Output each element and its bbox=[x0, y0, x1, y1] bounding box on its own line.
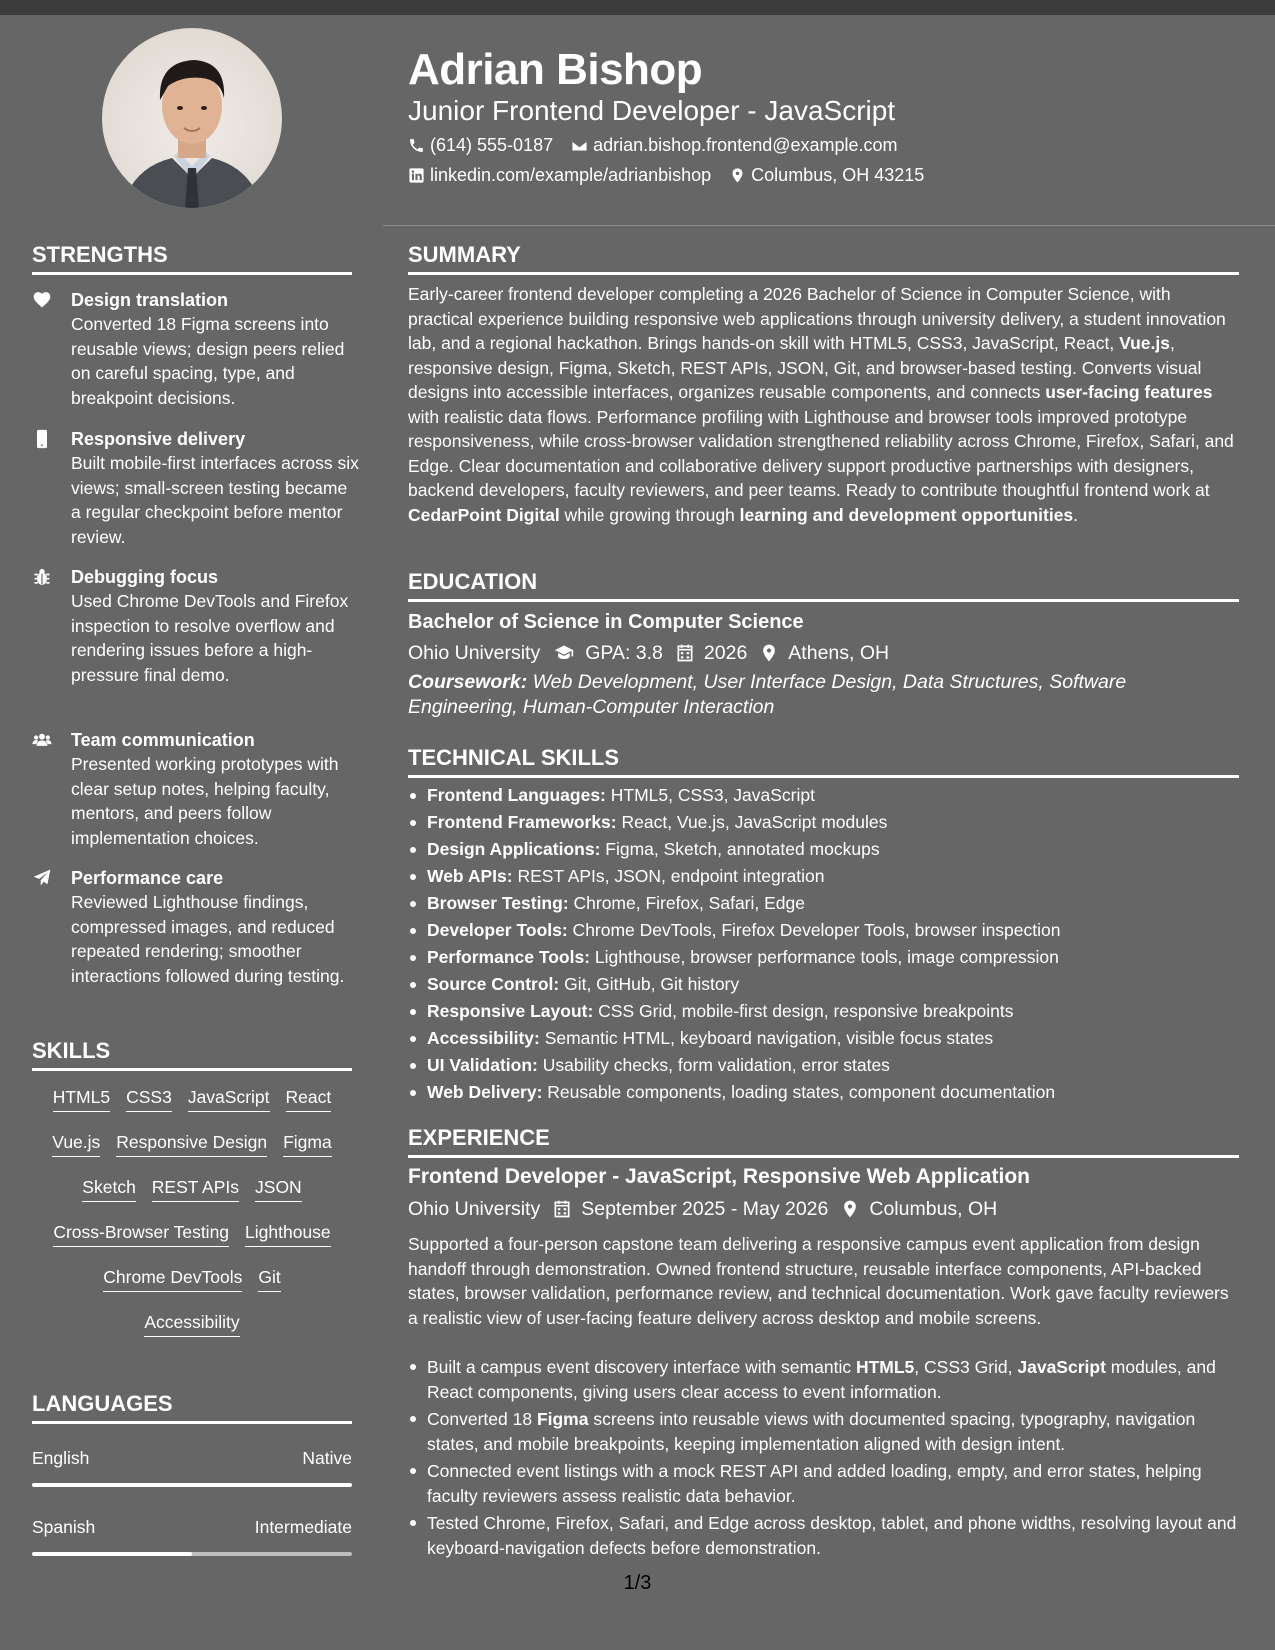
bug-icon bbox=[32, 567, 52, 587]
graduation-year: 2026 bbox=[703, 642, 748, 664]
job-dates: September 2025 - May 2026 bbox=[581, 1198, 829, 1220]
users-icon bbox=[32, 730, 52, 750]
strength-title: Design translation bbox=[71, 290, 229, 310]
phone-text: (614) 555-0187 bbox=[430, 135, 554, 155]
skill-chip: Sketch bbox=[82, 1175, 136, 1202]
list-item: Frontend Languages: HTML5, CSS3, JavaScript bbox=[408, 782, 1238, 809]
summary-text: Early-career frontend developer completing a 2026 Bachelor of Science in Computer Science, with practical experience building responsive web applications through university delivery, a student innovation lab, and a regional hackathon. Brings hands-on skill with HTML5, CSS3, JavaScript, React, Vue.js, responsive design, Figma, Sketch, REST APIs, JSON, Git, and browser-based testing. Converts visual designs into accessible interfaces, organizes reusable components, and connects user-facing features with realistic data flows. Performance profiling with Lighthouse and browser tools improved prototype responsiveness, while cross-browser validation strengthened reliability across Chrome, Firefox, Safari, and Edge. Clear documentation and collaborative delivery support productive partnerships with designers, backend developers, faculty reviewers, and peer teams. Ready to contribute thoughtful frontend work at CedarPoint Digital while growing through learning and development opportunities. bbox=[408, 284, 1234, 525]
list-item: Web Delivery: Reusable components, loading states, component documentation bbox=[408, 1079, 1238, 1106]
skill-chip: Figma bbox=[283, 1130, 332, 1157]
strength-text: Used Chrome DevTools and Firefox inspection to resolve overflow and rendering issues before a high-pressure final demo. bbox=[71, 591, 349, 685]
skill-chip: Git bbox=[258, 1265, 280, 1292]
skills-rule bbox=[32, 1068, 352, 1071]
skill-chip: Vue.js bbox=[52, 1130, 100, 1157]
skills-row bbox=[32, 1220, 352, 1265]
strength-text: Built mobile-first interfaces across six views; small-screen testing became a regular checkpoint before mentor review. bbox=[71, 453, 359, 547]
email-contact[interactable] bbox=[571, 133, 897, 157]
strength-title: Team communication bbox=[71, 730, 255, 750]
mobile-icon bbox=[32, 429, 52, 449]
strengths-heading: STRENGTHS bbox=[32, 242, 168, 267]
skills-row bbox=[32, 1310, 352, 1355]
language-proficiency-fill bbox=[32, 1552, 192, 1556]
list-item: Source Control: Git, GitHub, Git history bbox=[408, 971, 1238, 998]
top-bar bbox=[0, 0, 1275, 15]
skills-row bbox=[32, 1265, 352, 1310]
heart-icon bbox=[32, 290, 52, 310]
skill-chip: JavaScript bbox=[188, 1085, 270, 1112]
language-proficiency-fill bbox=[32, 1483, 352, 1487]
technical-skills-list bbox=[408, 782, 1238, 1106]
linkedin-icon bbox=[408, 167, 425, 184]
calendar-icon bbox=[675, 643, 695, 663]
skill-chip: Accessibility bbox=[144, 1310, 239, 1337]
skill-chip: Chrome DevTools bbox=[103, 1265, 242, 1292]
technical-skills-rule bbox=[408, 775, 1239, 778]
strength-title: Performance care bbox=[71, 868, 224, 888]
skill-chip: HTML5 bbox=[53, 1085, 110, 1112]
list-item: Accessibility: Semantic HTML, keyboard navigation, visible focus states bbox=[408, 1025, 1238, 1052]
location-contact bbox=[729, 163, 924, 187]
strength-text: Reviewed Lighthouse findings, compressed images, and reduced repeated rendering; smoother interactions followed during testing. bbox=[71, 892, 345, 986]
location-text: Columbus, OH 43215 bbox=[751, 165, 925, 185]
list-item: Frontend Frameworks: React, Vue.js, JavaScript modules bbox=[408, 809, 1238, 836]
language-proficiency-bar bbox=[32, 1483, 352, 1487]
skill-chip: React bbox=[286, 1085, 332, 1112]
list-item: Tested Chrome, Firefox, Safari, and Edge across desktop, tablet, and phone widths, resolving layout and keyboard-navigation defects before demonstration. bbox=[408, 1511, 1238, 1560]
candidate-name: Adrian Bishop bbox=[408, 45, 703, 94]
languages-rule bbox=[32, 1421, 352, 1424]
list-item: Browser Testing: Chrome, Firefox, Safari, Edge bbox=[408, 890, 1238, 917]
degree-title: Bachelor of Science in Computer Science bbox=[408, 611, 804, 633]
experience-bullets bbox=[408, 1355, 1238, 1563]
strengths-rule bbox=[32, 272, 352, 275]
linkedin-contact[interactable] bbox=[408, 163, 711, 187]
employer-name: Ohio University bbox=[408, 1198, 541, 1220]
summary-heading: SUMMARY bbox=[408, 242, 521, 267]
skills-row bbox=[32, 1085, 352, 1130]
job-title: Frontend Developer - JavaScript, Responsive Web Application bbox=[408, 1165, 1030, 1188]
education-heading: EDUCATION bbox=[408, 569, 538, 594]
contact-row-1 bbox=[408, 133, 916, 157]
envelope-icon bbox=[571, 137, 588, 154]
email-text: adrian.bishop.frontend@example.com bbox=[593, 135, 898, 155]
school-location: Athens, OH bbox=[788, 642, 890, 664]
school-name: Ohio University bbox=[408, 642, 541, 664]
candidate-title: Junior Frontend Developer - JavaScript bbox=[408, 95, 896, 126]
calendar-icon bbox=[552, 1199, 572, 1219]
contact-row-2 bbox=[408, 163, 942, 187]
skill-chip: Lighthouse bbox=[245, 1220, 331, 1247]
experience-rule bbox=[408, 1155, 1239, 1158]
list-item: Web APIs: REST APIs, JSON, endpoint integration bbox=[408, 863, 1238, 890]
job-location: Columbus, OH bbox=[869, 1198, 998, 1220]
list-item: Converted 18 Figma screens into reusable views with documented spacing, typography, navigation states, and mobile breakpoints, keeping implementation aligned with design intent. bbox=[408, 1407, 1238, 1456]
strength-text: Converted 18 Figma screens into reusable views; design peers relied on careful spacing, type, and breakpoint decisions. bbox=[71, 314, 345, 408]
skills-heading: SKILLS bbox=[32, 1038, 111, 1063]
graduation-cap-icon bbox=[552, 643, 576, 663]
list-item: Developer Tools: Chrome DevTools, Firefox Developer Tools, browser inspection bbox=[408, 917, 1238, 944]
technical-skills-heading: TECHNICAL SKILLS bbox=[408, 745, 620, 770]
map-pin-icon bbox=[759, 643, 779, 663]
language-level: Native bbox=[302, 1448, 352, 1468]
experience-heading: EXPERIENCE bbox=[408, 1125, 550, 1150]
summary-rule bbox=[408, 272, 1239, 275]
coursework-list: Web Development, User Interface Design, Data Structures, Software Engineering, Human-Computer Interaction bbox=[408, 671, 1127, 718]
list-item: UI Validation: Usability checks, form validation, error states bbox=[408, 1052, 1238, 1079]
coursework-label: Coursework: bbox=[408, 671, 528, 693]
list-item: Built a campus event discovery interface with semantic HTML5, CSS3 Grid, JavaScript modules, and React components, giving users clear access to event information. bbox=[408, 1355, 1238, 1404]
gpa-text: GPA: 3.8 bbox=[585, 642, 663, 664]
coursework-text bbox=[408, 670, 1228, 719]
profile-photo bbox=[102, 28, 282, 208]
list-item: Responsive Layout: CSS Grid, mobile-first design, responsive breakpoints bbox=[408, 998, 1238, 1025]
map-pin-icon bbox=[840, 1199, 860, 1219]
strength-title: Responsive delivery bbox=[71, 429, 246, 449]
header-divider bbox=[383, 225, 1275, 226]
languages-heading: LANGUAGES bbox=[32, 1391, 173, 1416]
language-name: English bbox=[32, 1448, 90, 1468]
map-pin-icon bbox=[729, 167, 746, 184]
list-item: Design Applications: Figma, Sketch, annotated mockups bbox=[408, 836, 1238, 863]
skill-chip: CSS3 bbox=[126, 1085, 172, 1112]
phone-contact[interactable] bbox=[408, 133, 553, 157]
education-meta bbox=[408, 640, 889, 666]
skill-chip: Responsive Design bbox=[116, 1130, 267, 1157]
language-name: Spanish bbox=[32, 1517, 96, 1537]
linkedin-text: linkedin.com/example/adrianbishop bbox=[430, 165, 712, 185]
skills-row bbox=[32, 1130, 352, 1175]
language-proficiency-bar bbox=[32, 1552, 352, 1556]
skills-chip-list bbox=[32, 1085, 352, 1355]
list-item: Connected event listings with a mock REST API and added loading, empty, and error states, helping faculty reviewers assess realistic data behavior. bbox=[408, 1459, 1238, 1508]
experience-meta bbox=[408, 1196, 997, 1222]
strength-title: Debugging focus bbox=[71, 567, 218, 587]
skill-chip: REST APIs bbox=[152, 1175, 239, 1202]
skills-row bbox=[32, 1175, 352, 1220]
skill-chip: Cross-Browser Testing bbox=[53, 1220, 229, 1247]
paper-plane-icon bbox=[32, 868, 52, 888]
person-portrait-icon bbox=[102, 28, 282, 208]
strength-text: Presented working prototypes with clear setup notes, helping faculty, mentors, and peers follow implementation choices. bbox=[71, 754, 339, 848]
page-number: 1/3 bbox=[623, 1572, 652, 1594]
job-description: Supported a four-person capstone team delivering a responsive campus event application from design handoff through demonstration. Owned frontend structure, reusable interface components, API-backed states, browser validation, performance review, and technical documentation. Work gave faculty reviewers a realistic view of user-facing feature delivery across desktop and mobile screens. bbox=[408, 1234, 1229, 1328]
skill-chip: JSON bbox=[255, 1175, 302, 1202]
education-rule bbox=[408, 599, 1239, 602]
language-level: Intermediate bbox=[254, 1517, 352, 1537]
phone-icon bbox=[408, 137, 425, 154]
list-item: Performance Tools: Lighthouse, browser performance tools, image compression bbox=[408, 944, 1238, 971]
